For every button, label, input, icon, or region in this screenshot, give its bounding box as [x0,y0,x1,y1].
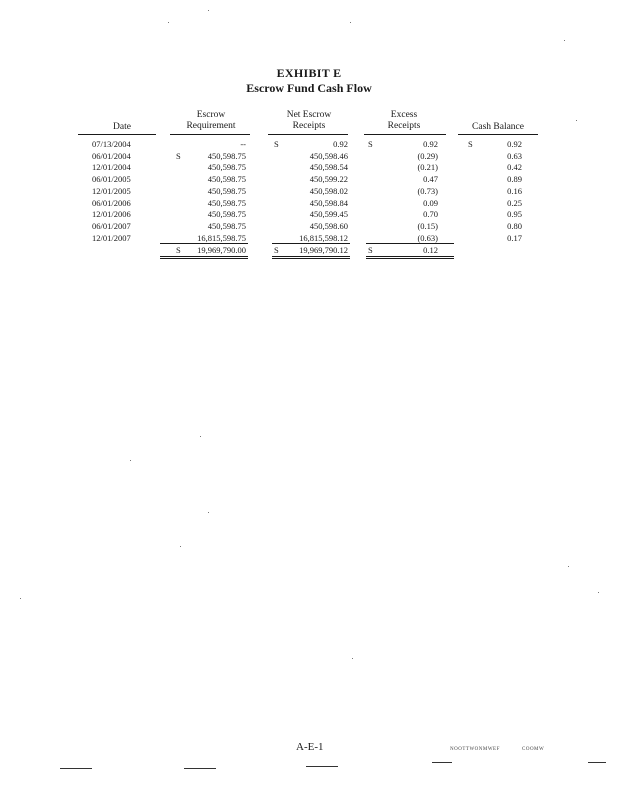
cell-excess-receipts: (0.29) [417,150,438,161]
scan-dash [588,762,606,763]
totals-net-value: 19,969,790.12 [299,245,348,255]
cell-escrow-requirement: 16,815,598.75 [197,232,246,243]
scan-speck [208,512,209,513]
footer-code-left: NOOTTWONMWEF [450,747,500,752]
header-underline-net [268,134,348,135]
scan-speck [208,10,209,11]
scan-dash [432,762,452,763]
cell-excess-receipts: (0.21) [417,162,438,173]
scan-speck [564,40,565,41]
header-excess-receipts-line2: Receipts [387,121,421,131]
cell-net-receipts: 0.92 [333,139,348,149]
totals-excess-symbol: S [368,245,373,255]
header-underline-date [78,134,156,135]
cell-net-receipts: 450,598.84 [309,197,348,208]
cell-date: 12/01/2006 [92,209,131,220]
header-escrow-requirement [166,110,256,132]
cell-cash-balance: 0.63 [507,150,522,161]
scan-dash [60,768,92,769]
totals-net-symbol: S [274,245,279,255]
totals-rule-escrow [160,243,248,244]
header-underline-cash [458,134,538,135]
cell-date: 06/01/2006 [92,197,131,208]
cell-net-receipts: 450,598.46 [309,150,348,161]
cell-escrow-requirement: 450,598.75 [207,185,246,196]
cell-cash-balance: 0.16 [507,185,522,196]
cell-net-receipts: 450,598.02 [309,185,348,196]
cell-date: 12/01/2007 [92,232,131,243]
header-escrow-requirement-line2: Requirement [186,121,236,131]
cell-excess-symbol: S [368,139,373,149]
cell-date: 12/01/2005 [92,185,131,196]
cell-date: 06/01/2007 [92,220,131,231]
cell-cash-balance: 0.17 [507,232,522,243]
totals-excess-value: 0.12 [423,245,438,255]
cell-date: 12/01/2004 [92,162,131,173]
cell-excess-receipts: 0.47 [423,174,438,185]
cell-excess-receipts: (0.15) [417,220,438,231]
cell-excess-receipts: (0.73) [417,185,438,196]
cell-cash-symbol: S [468,139,473,149]
scan-speck [180,546,181,547]
cell-cash-balance: 0.95 [507,209,522,220]
cell-excess-receipts: 0.09 [423,197,438,208]
totals-escrow-value: 19,969,790.00 [197,245,246,255]
header-cash-balance-label: Cash Balance [472,122,524,132]
scan-speck [168,22,169,23]
cell-net-receipts: 16,815,598.12 [299,232,348,243]
cell-net-symbol: S [274,139,279,149]
cell-cash-balance: 0.25 [507,197,522,208]
cell-escrow-requirement: 450,598.75 [207,197,246,208]
scan-speck [350,22,351,23]
cell-cash-balance: 0.92 [507,139,522,149]
cell-date: 07/13/2004 [92,139,131,149]
scan-speck [598,592,599,593]
header-escrow-requirement-line1: Escrow [196,110,226,120]
footer-code-right: COOMW [522,747,545,752]
cell-excess-receipts: 0.70 [423,209,438,220]
header-cash-balance [456,122,540,133]
exhibit-subtitle: Escrow Fund Cash Flow [246,81,372,95]
header-underline-excess [364,134,446,135]
scan-speck [200,436,201,437]
cell-escrow-requirement: 450,598.75 [207,150,246,161]
scan-speck [352,658,353,659]
totals-double-rule-escrow [160,256,248,259]
cell-net-receipts: 450,599.45 [309,209,348,220]
scan-speck [130,460,131,461]
cell-excess-receipts: 0.92 [423,139,438,149]
cell-escrow-requirement: 450,598.75 [207,220,246,231]
header-excess-receipts [364,110,444,132]
header-excess-receipts-line1: Excess [390,110,418,120]
cell-cash-balance: 0.80 [507,220,522,231]
header-date-label: Date [113,122,131,132]
cell-escrow-requirement: -- [240,139,246,149]
cell-escrow-symbol: S [176,150,181,161]
cell-net-receipts: 450,599.22 [309,174,348,185]
scan-dash [306,766,338,767]
page-number: A-E-1 [296,741,324,753]
header-net-escrow-receipts-line2: Receipts [292,121,326,131]
cell-net-receipts: 450,598.54 [309,162,348,173]
cell-escrow-requirement: 450,598.75 [207,174,246,185]
totals-rule-excess [366,243,454,244]
totals-double-rule-net [272,256,350,259]
cell-excess-receipts: (0.63) [417,232,438,243]
cell-date: 06/01/2005 [92,174,131,185]
scan-dash [184,768,216,769]
header-net-escrow-receipts-line1: Net Escrow [286,110,332,120]
cell-cash-balance: 0.89 [507,174,522,185]
scan-speck [20,598,21,599]
scan-speck [576,120,577,121]
exhibit-title: EXHIBIT E [276,66,342,80]
header-net-escrow-receipts [264,110,354,132]
cell-date: 06/01/2004 [92,150,131,161]
cell-escrow-requirement: 450,598.75 [207,162,246,173]
cell-escrow-requirement: 450,598.75 [207,209,246,220]
header-underline-escrow [170,134,250,135]
header-date [90,122,154,133]
totals-escrow-symbol: S [176,245,181,255]
totals-double-rule-excess [366,256,454,259]
totals-rule-net [272,243,350,244]
cell-net-receipts: 450,598.60 [309,220,348,231]
scan-speck [568,566,569,567]
cell-cash-balance: 0.42 [507,162,522,173]
